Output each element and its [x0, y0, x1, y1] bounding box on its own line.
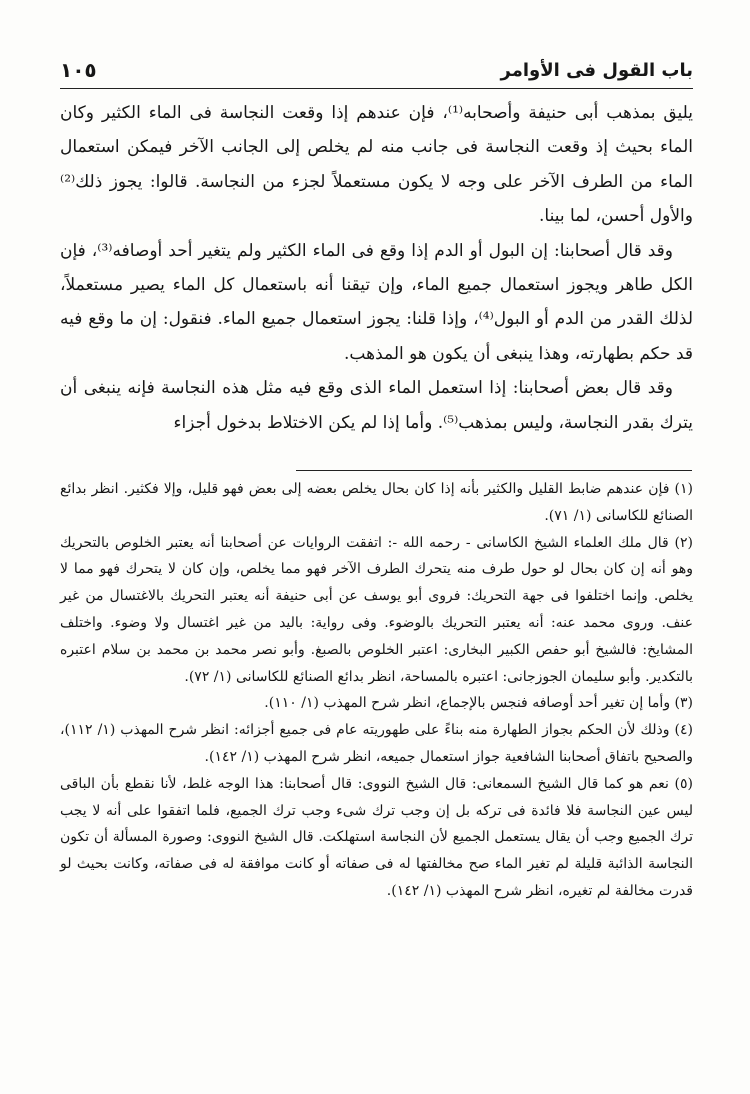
main-text	[60, 96, 693, 440]
header-divider	[60, 88, 693, 89]
footnote-divider	[296, 470, 692, 471]
footnotes	[60, 476, 693, 905]
footnote-3: (٣) وأما إن تغير أحد أوصافه فنجس بالإجماع، انظر شرح المهذب (١/ ١١٠).	[264, 695, 693, 712]
footnote-2: (٢) قال ملك العلماء الشيخ الكاسانى - رحمه الله -: اتفقت الروايات عن أصحابنا أنه يعتبر الخلوص بالتحريك وهو أنه إن كان بحال لو حول طرف منه يتحرك الطرف الآخر فهو مما يخلص، وإن كان لا يتحرك فهو مما لا يخلص. وإنما اختلفوا فى جهة التحريك: فروى أبو يوسف عن أبى حنيفة أنه يعتبر التحريك بالاغتسال من غير عنف. وروى محمد عنه: أنه يعتبر التحريك بالوضوء. وفى رواية: باليد من غير اغتسال ولا وضوء. واختلف المشايخ: فالشيخ أبو حفص الكبير البخارى: اعتبر الخلوص بالصبغ. وأبو نصر محمد بن محمد بن سلام اعتبره بالتكدير. وأبو سليمان الجوزجانى: اعتبره بالمساحة، انظر بدائع الصنائع للكاسانى (١/ ٧٢).	[60, 534, 693, 685]
chapter-title: باب القول فى الأوامر	[500, 60, 693, 81]
footnote-5: (٥) نعم هو كما قال الشيخ السمعانى: قال الشيخ النووى: قال أصحابنا: هذا الوجه غلط، لأنا نقطع بأن الباقى ليس عين النجاسة فلا فائدة فى تركه بل إن وجب ترك شىء وجب ترك الجميع، فلما اتفقوا على أنه لا يجب ترك الجميع وجب أن يقال يستعمل الجميع لأن النجاسة استهلكت. قال الشيخ النووى: وصورة المسألة أن تكون النجاسة الذائبة قليلة لم تغير الماء صح مخالفتها له فى صفاته أو كانت موافقة له فى صفاته، وكانت بحيث لو قدرت مخالفة لم تغيره، انظر شرح المهذب (١/ ١٤٢).	[60, 775, 693, 899]
footnote-1: (١) فإن عندهم ضابط القليل والكثير بأنه إذا كان بحال يخلص بعضه إلى بعض فهو قليل، وإلا فكثير. انظر بدائع الصنائع للكاسانى (١/ ٧١).	[60, 481, 693, 524]
page-number: ١٠٥	[60, 58, 97, 82]
footnote-4: (٤) وذلك لأن الحكم بجواز الطهارة منه بناءً على طهوريته عام فى جميع أجزائه: انظر شرح المهذب (١/ ١١٢)، والصحيح باتفاق أصحابنا الشافعية جواز استعمال جميعه، انظر شرح المهذب (١/ ١٤٢).	[60, 722, 693, 765]
body-paragraph: وقد قال أصحابنا: إن البول أو الدم إذا وقع فى الماء الكثير ولم يتغير أحد أوصافه⁽³⁾، فإن الكل طاهر ويجوز استعمال جميع الماء، وإن تيقنا أنه باستعمال كل الماء يصير مستعملاً، لذلك القدر من الدم أو البول⁽⁴⁾، وإذا قلنا: يجوز استعمال جميع الماء. فنقول: إن ما وقع فيه قد حكم بطهارته، وهذا ينبغى أن يكون هو المذهب.	[60, 240, 694, 364]
body-paragraph: وقد قال بعض أصحابنا: إذا استعمل الماء الذى وقع فيه مثل هذه النجاسة فإنه ينبغى أن يترك بقدر النجاسة، وليس بمذهب⁽⁵⁾. وأما إذا لم يكن الاختلاط بدخول أجزاء	[60, 378, 693, 433]
body-paragraph: يليق بمذهب أبى حنيفة وأصحابه⁽¹⁾، فإن عندهم إذا وقعت النجاسة فى الماء الكثير وكان الماء بحيث إذ وقعت النجاسة فى جانب منه لم يخلص إلى الجانب الآخر فيمكن استعمال الماء من الطرف الآخر على وجه لا يكون مستعملاً لجزء من النجاسة. قالوا: يجوز ذلك⁽²⁾ والأول أحسن، لما بينا.	[60, 103, 694, 227]
page-header	[60, 50, 693, 90]
